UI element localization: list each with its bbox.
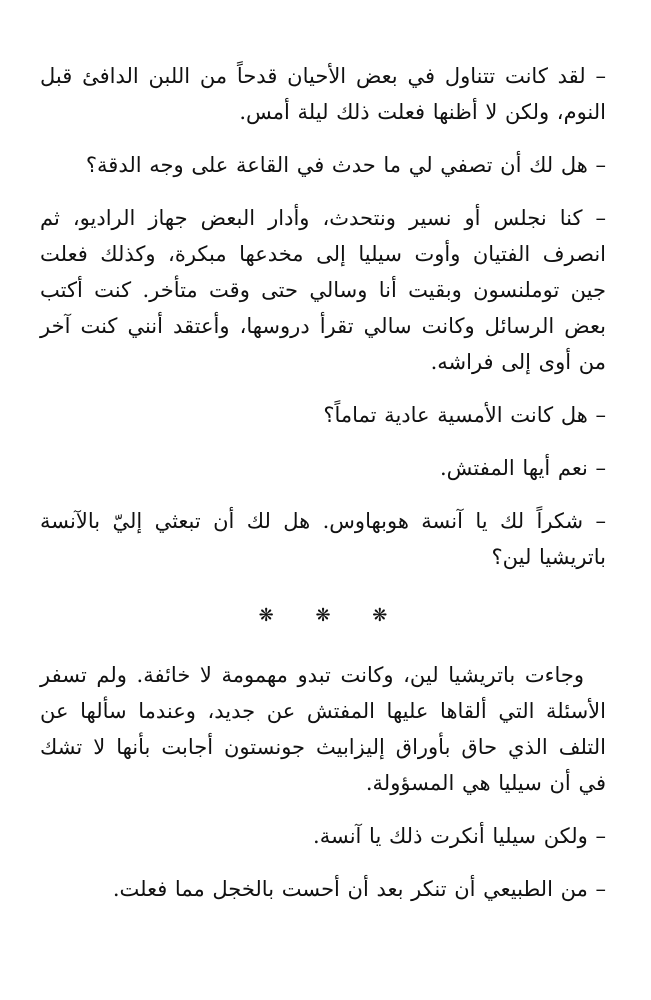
narrative-paragraph: وجاءت باتريشيا لين، وكانت تبدو مهمومة لا خائفة. ولم تسفر الأسئلة التي ألقاها عليها المفتش عن جديد، وعندما سألها عن التلف الذي حاق بأوراق إليزابيث جونستون أجابت بأنها لا تشك في أن سيليا هي المسؤولة.: [40, 663, 606, 795]
section-separator: ❋ ❋ ❋: [258, 605, 406, 626]
dialogue-paragraph-1: – لقد كانت تتناول في بعض الأحيان قدحاً من اللبن الدافئ قبل النوم، ولكن لا أظنها فعلت ذلك ليلة أمس.: [40, 64, 606, 124]
dialogue-paragraph-8: – من الطبيعي أن تنكر بعد أن أحست بالخجل مما فعلت.: [112, 877, 606, 901]
dialogue-paragraph-6: – شكراً لك يا آنسة هوبهاوس. هل لك أن تبعثي إليّ بالآنسة باتريشيا لين؟: [40, 509, 606, 569]
dialogue-paragraph-4: – هل كانت الأمسية عادية تماماً؟: [323, 403, 606, 427]
dialogue-paragraph-7: – ولكن سيليا أنكرت ذلك يا آنسة.: [313, 824, 606, 848]
dialogue-paragraph-5: – نعم أيها المفتش.: [439, 456, 606, 480]
dialogue-paragraph-3: – كنا نجلس أو نسير ونتحدث، وأدار البعض جهاز الراديو، ثم انصرف الفتيان وأوت سيليا إلى مخدعها مبكرة، وكذلك فعلت جين توملنسون وبقيت أنا وسالي حتى وقت متأخر. كنت أكتب بعض الرسائل وكانت سالي تقرأ دروسها، وأعتقد أنني كنت آخر من أوى إلى فراشه.: [40, 206, 606, 374]
dialogue-paragraph-2: – هل لك أن تصفي لي ما حدث في القاعة على وجه الدقة؟: [85, 153, 606, 177]
